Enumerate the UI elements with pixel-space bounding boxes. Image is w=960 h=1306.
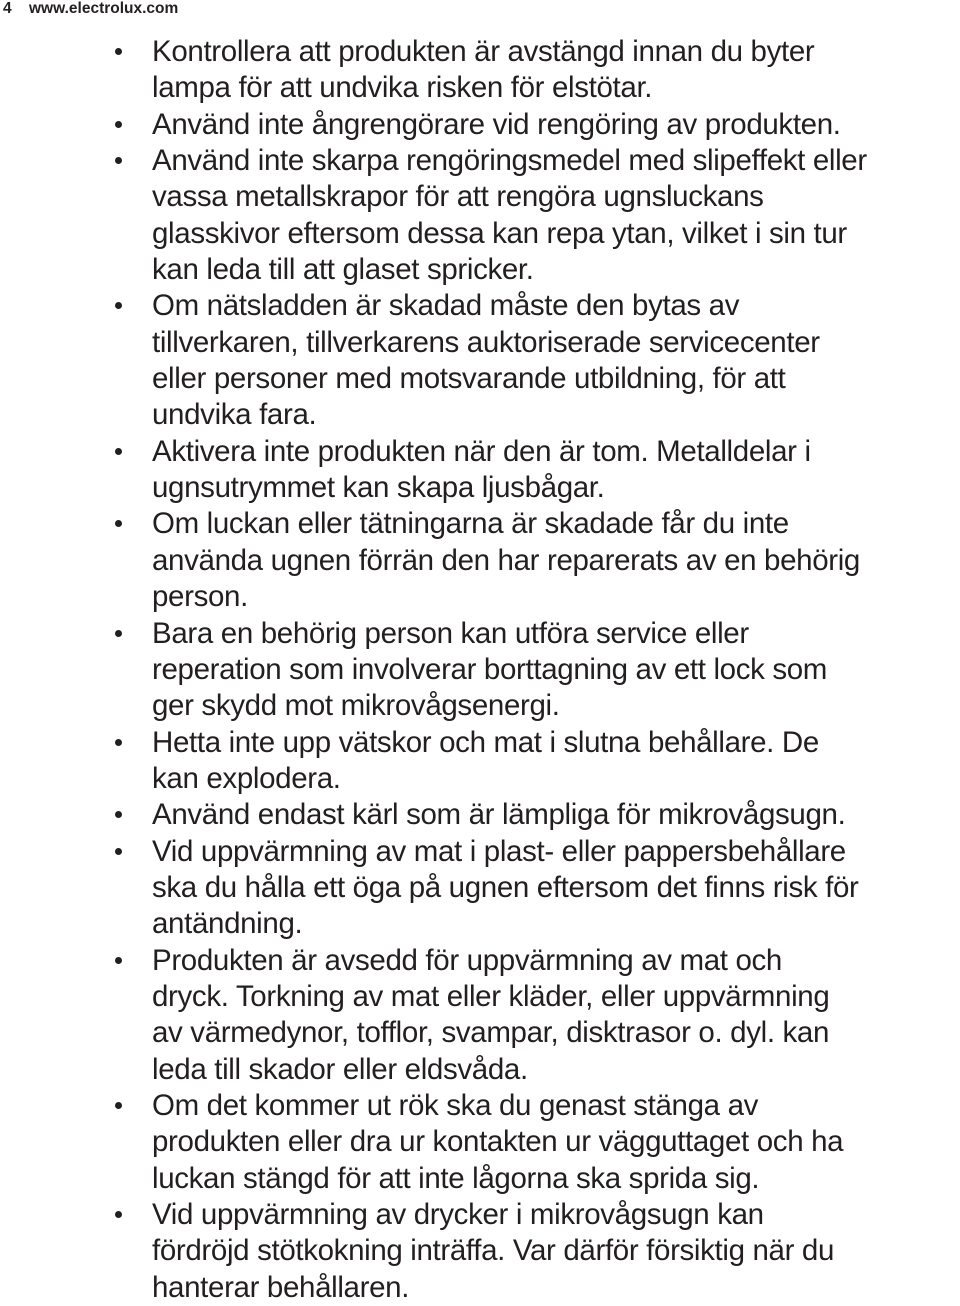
bullet-text-line: eller personer med motsvarande utbildning, för att [152, 362, 786, 396]
bullet-text-line: reperation som involverar borttagning av ett lock som [152, 652, 828, 686]
bullet-dot-icon [115, 1211, 122, 1218]
bullet-item [0, 616, 960, 725]
website-url: www.electrolux.com [29, 0, 179, 17]
bullet-dot-icon [115, 848, 122, 855]
bullet-dot-icon [115, 48, 122, 55]
bullet-dot-icon [115, 121, 122, 128]
bullet-item [0, 288, 960, 433]
bullet-text-line: Om nätsladden är skadad måste den bytas av [152, 289, 740, 323]
bullet-text-line: kan leda till att glaset spricker. [152, 253, 534, 287]
bullet-text-line: ger skydd mot mikrovågsenergi. [152, 689, 560, 723]
bullet-text-line: Vid uppvärmning av mat i plast- eller pappersbehållare [152, 834, 846, 868]
bullet-text-line: ska du hålla ett öga på ugnen eftersom det finns risk för [152, 870, 859, 904]
bullet-list [0, 34, 960, 1306]
bullet-text-line: Om det kommer ut rök ska du genast stänga av [152, 1088, 759, 1122]
bullet-item [0, 797, 960, 833]
bullet-item [0, 34, 960, 107]
bullet-dot-icon [115, 739, 122, 746]
bullet-text-line: Använd endast kärl som är lämpliga för mikrovågsugn. [152, 798, 846, 832]
bullet-text-line: glasskivor eftersom dessa kan repa ytan, vilket i sin tur [152, 216, 847, 250]
safety-instructions [0, 34, 960, 1306]
bullet-text-line: Kontrollera att produkten är avstängd innan du byter [152, 35, 815, 68]
bullet-item [0, 434, 960, 507]
bullet-text-line: Produkten är avsedd för uppvärmning av mat och [152, 943, 782, 977]
bullet-text-line: kan explodera. [152, 761, 341, 795]
page-header [3, 0, 178, 20]
bullet-dot-icon [115, 811, 122, 818]
bullet-item [0, 107, 960, 143]
page-number: 4 [3, 0, 12, 17]
bullet-text-line: lampa för att undvika risken för elstötar. [152, 71, 653, 105]
bullet-dot-icon [115, 157, 122, 164]
bullet-text-line: produkten eller dra ur kontakten ur vägguttaget och ha [152, 1125, 844, 1159]
bullet-item [0, 143, 960, 288]
bullet-text-line: dryck. Torkning av mat eller kläder, eller uppvärmning [152, 979, 830, 1013]
bullet-text-line: hanterar behållaren. [152, 1270, 410, 1304]
bullet-item [0, 943, 960, 1088]
bullet-dot-icon [115, 630, 122, 637]
bullet-dot-icon [115, 957, 122, 964]
bullet-text-line: använda ugnen förrän den har reparerats av en behörig [152, 543, 860, 577]
bullet-text-line: ugnsutrymmet kan skapa ljusbågar. [152, 471, 605, 505]
bullet-item [0, 1197, 960, 1306]
bullet-text-line: Använd inte skarpa rengöringsmedel med slipeffekt eller [152, 144, 867, 178]
bullet-dot-icon [115, 1102, 122, 1109]
bullet-item [0, 1088, 960, 1197]
bullet-text-line: Bara en behörig person kan utföra service eller [152, 616, 749, 650]
bullet-text-line: antändning. [152, 907, 303, 941]
bullet-text-line: leda till skador eller eldsvåda. [152, 1052, 528, 1086]
bullet-text-line: fördröjd stötkokning inträffa. Var därför försiktig när du [152, 1234, 835, 1268]
bullet-text-line: Använd inte ångrengörare vid rengöring av produkten. [152, 107, 841, 141]
bullet-item [0, 506, 960, 615]
bullet-text-line: undvika fara. [152, 398, 317, 432]
bullet-item [0, 834, 960, 943]
bullet-text-line: Vid uppvärmning av drycker i mikrovågsugn kan [152, 1198, 764, 1231]
bullet-text-line: Om luckan eller tätningarna är skadade får du inte [152, 507, 789, 541]
bullet-text-line: person. [152, 580, 248, 614]
bullet-dot-icon [115, 448, 122, 455]
bullet-text-line: luckan stängd för att inte lågorna ska sprida sig. [152, 1161, 760, 1195]
bullet-text-line: av värmedynor, tofflor, svampar, disktrasor o. dyl. kan [152, 1016, 830, 1050]
bullet-text-line: Hetta inte upp vätskor och mat i slutna behållare. De [152, 725, 819, 759]
bullet-text-line: vassa metallskrapor för att rengöra ugnsluckans [152, 180, 764, 214]
bullet-dot-icon [115, 302, 122, 309]
bullet-text-line: Aktivera inte produkten när den är tom. Metalldelar i [152, 434, 811, 468]
bullet-item [0, 725, 960, 798]
bullet-dot-icon [115, 520, 122, 527]
bullet-text-line: tillverkaren, tillverkarens auktoriserade servicecenter [152, 325, 820, 359]
